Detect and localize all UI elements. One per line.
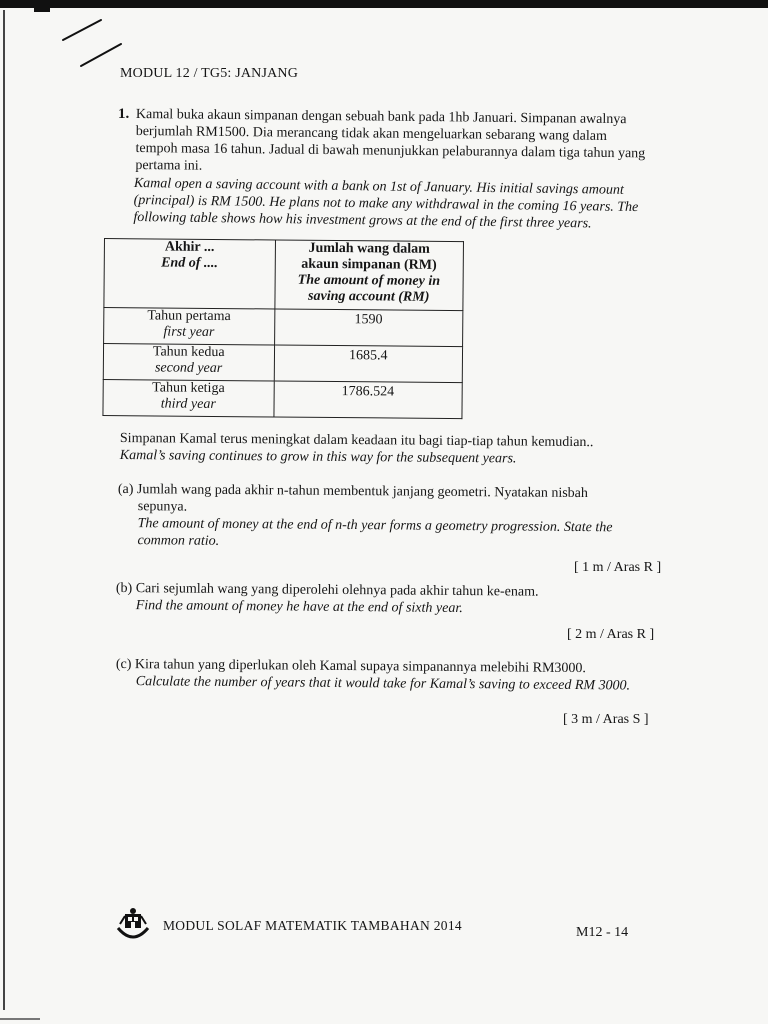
malay-intro-line: Kamal buka akaun simpanan dengan sebuah bank pada 1hb Januari. Simpanan awalnya	[135, 106, 627, 128]
header-english: saving account (RM)	[308, 288, 430, 305]
row-label	[104, 308, 275, 345]
english-intro-line: Kamal open a saving account with a bank on 1st of January. His initial savings amount	[133, 175, 624, 198]
row-label-malay: Tahun kedua	[152, 344, 225, 361]
table-header-amount	[274, 240, 463, 311]
scan-border-top	[0, 0, 768, 8]
module-title: MODUL 12 / TG5: JANJANG	[120, 66, 299, 81]
table-row	[104, 308, 463, 347]
part-a-marks: [ 1 m / Aras R ]	[574, 560, 662, 575]
row-label	[103, 379, 274, 416]
table-row	[103, 379, 462, 418]
part-b-malay: (b) Cari sejumlah wang yang diperolehi olehnya pada akhir tahun ke-enam.	[115, 580, 539, 600]
pen-mark-icon	[55, 14, 135, 74]
part-c-malay: (c) Kira tahun yang diperlukan oleh Kamal supaya simpanannya melebihi RM3000.	[115, 656, 587, 677]
part-a-english: The amount of money at the end of n-th year forms a geometry progression. State the	[137, 516, 613, 536]
part-a	[117, 481, 612, 553]
continuation-text	[120, 430, 594, 468]
footer-module-name: MODUL SOLAF MATEMATIK TAMBAHAN 2014	[163, 918, 462, 933]
part-c	[116, 656, 631, 694]
row-label	[103, 344, 274, 381]
row-label-malay: Tahun pertama	[147, 308, 231, 325]
row-label-malay: Tahun ketiga	[152, 380, 225, 397]
row-label-english: second year	[154, 360, 223, 377]
english-intro-line: (principal) is RM 1500. He plans not to make any withdrawal in the coming 16 years. The	[133, 192, 639, 216]
malay-intro	[135, 106, 645, 179]
row-label-english: first year	[163, 324, 215, 340]
school-crest-icon	[112, 904, 154, 946]
english-intro-line: following table shows how his investment grows at the end of the first three years.	[133, 209, 592, 232]
header-malay: Jumlah wang dalam	[308, 240, 430, 257]
part-b-english: Find the amount of money he have at the end of sixth year.	[135, 598, 463, 617]
english-intro	[133, 175, 638, 233]
part-a-malay: sepunya.	[137, 499, 188, 515]
row-label-english: third year	[160, 396, 216, 412]
continuation-malay: Simpanan Kamal terus meningkat dalam keadaan itu bagi tiap-tiap tahun kemudian..	[119, 430, 594, 451]
part-b-marks: [ 2 m / Aras R ]	[567, 627, 655, 642]
scan-border-left	[3, 10, 5, 1010]
part-c-english: Calculate the number of years that it would take for Kamal’s saving to exceed RM 3000.	[135, 674, 631, 694]
header-english: The amount of money in	[297, 272, 441, 289]
malay-intro-line: berjumlah RM1500. Dia merancang tidak akan mengeluarkan sebarang wang dalam	[135, 123, 607, 144]
part-a-malay: (a) Jumlah wang pada akhir n-tahun membentuk janjang geometri. Nyatakan nisbah	[117, 481, 589, 502]
table-header-row	[104, 239, 464, 311]
table-row	[103, 344, 462, 383]
table-header-end-of	[104, 239, 275, 309]
savings-table	[102, 238, 464, 419]
malay-intro-line: tempoh masa 16 tahun. Jadual di bawah menunjukkan pelaburannya dalam tiga tahun yang	[135, 140, 646, 162]
header-english: End of ....	[161, 255, 218, 271]
header-malay: Akhir ...	[164, 239, 215, 255]
row-amount: 1590	[274, 309, 463, 347]
part-b	[116, 580, 539, 618]
question-number: 1.	[118, 106, 130, 122]
footer-page-number: M12 - 14	[576, 925, 629, 940]
row-amount: 1786.524	[273, 381, 462, 419]
row-amount: 1685.4	[274, 345, 463, 383]
part-c-marks: [ 3 m / Aras S ]	[563, 712, 649, 727]
malay-intro-line: pertama ini.	[135, 157, 203, 174]
continuation-english: Kamal’s saving continues to grow in this way for the subsequent years.	[119, 447, 517, 467]
header-malay: akaun simpanan (RM)	[301, 256, 437, 273]
scan-border-notch	[34, 6, 50, 12]
part-a-english: common ratio.	[137, 533, 220, 549]
scan-border-bottom	[0, 1018, 40, 1020]
